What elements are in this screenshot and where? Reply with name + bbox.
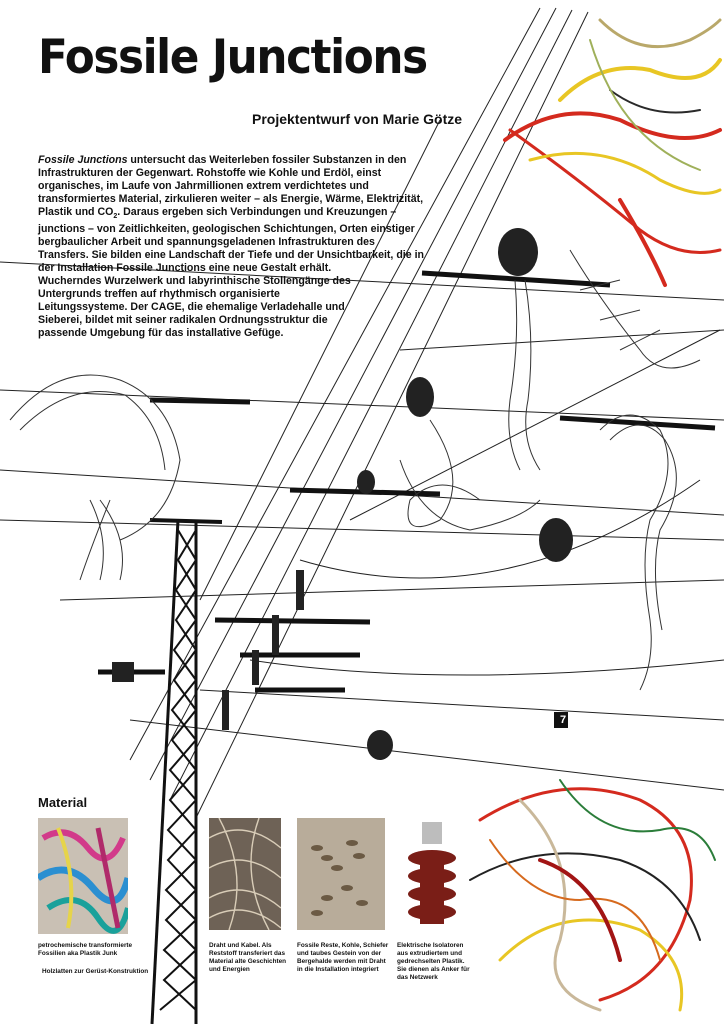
intro-text-1: untersucht das Weiterleben fossiler Substanzen in den Infrastrukturen der Gegenwart. Rohstoffe wie Kohle und Erdöl, einst organisches, im Laufe von Jahrmillionen extrem verdichtetes und transformiertes Material, zirkulieren weiter – als Energie, Wärme, Elektrizität, Plastik und CO (38, 154, 424, 218)
plastic-tangle-top (505, 20, 720, 285)
caption-wire: Draht und Kabel. Als Reststoff transferiert das Material alte Geschichten und Energien (209, 942, 287, 973)
caption-wood: Holzlatten zur Gerüst-Konstruktion (42, 968, 149, 975)
intro-emphasis: Fossile Junctions (38, 154, 128, 166)
plastic-junk-image (38, 818, 128, 934)
caption-plastic: petrochemische transformierte Fossilien aka Plastik Junk (38, 942, 133, 957)
wire-cable-image (209, 818, 281, 930)
second-paragraph: Wucherndes Wurzelwerk und labyrinthische Stollengänge des Untergrunds treffen auf rhythmisch organisierte Leitungssysteme. Der CAGE, die ehemalige Verladehalle und Sieberei, bildet mit seiner radikalen Ordnungsstruktur die passende Umgebung für das installative Gefüge. (38, 275, 351, 339)
caption-fossil: Fossile Reste, Kohle, Schiefer und taubes Gestein von der Bergehalde werden mit Draht in die Installation integriert (297, 942, 389, 973)
caption-insulator: Elektrische Isolatoren aus extrudiertem und gedrechselten Plastik. Sie dienen als Anker für das Netzwerk (397, 942, 470, 981)
cable-tangle-bottom (470, 780, 715, 1010)
insulator-image (404, 822, 460, 934)
material-heading: Material (38, 795, 88, 810)
page-title: Fossile Junctions (38, 30, 427, 85)
overhead-wires (0, 8, 724, 820)
intro-text-2: . Daraus ergeben sich Verbindungen und Kreuzungen – junctions – von Zeitlichkeiten, geologischen Schichtungen, Orten einstiger bergbaulicher Arbeit und spannungsgeladenen Infrastrukturen des Transfers. Sie bilden eine Landschaft der Tiefe und der Unsichtbarkeit, die in der Installation Fossile Junctions eine neue Gestalt erhält. (38, 206, 424, 275)
mast-sign-number: 7 (559, 714, 567, 726)
intro-paragraph (38, 154, 428, 275)
author-subtitle: Projektentwurf von Marie Götze (252, 111, 463, 127)
fossil-rock-image (297, 818, 385, 930)
intro-subscript: 2 (113, 213, 118, 221)
